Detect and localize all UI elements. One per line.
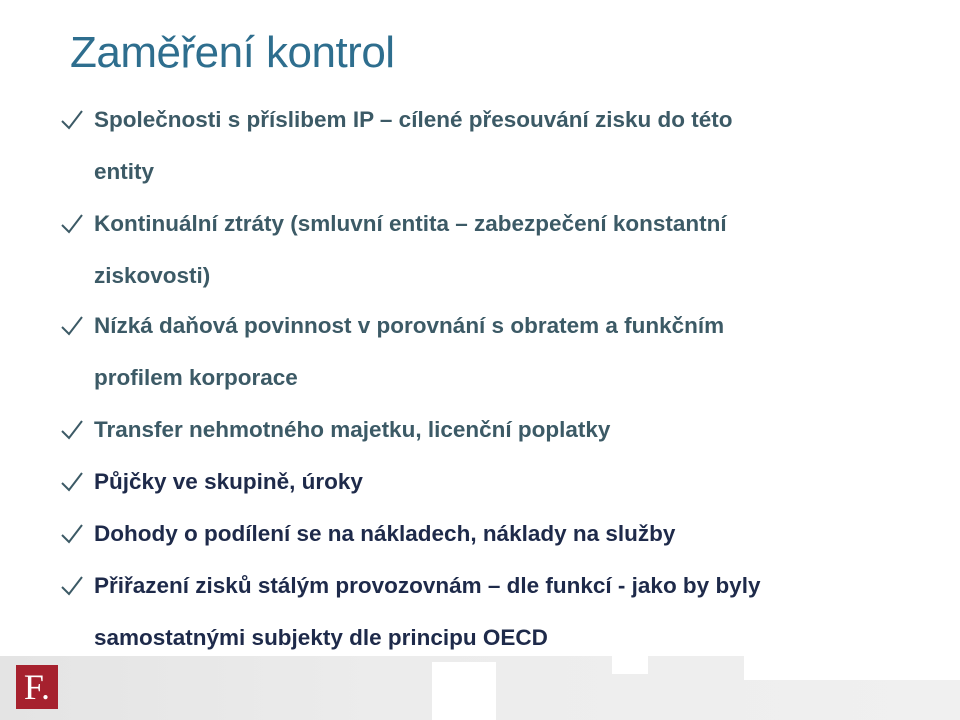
slide-title: Zaměření kontrol xyxy=(70,28,395,77)
footer-block xyxy=(432,662,496,720)
bullet-line: samostatnými subjekty dle principu OECD xyxy=(94,625,548,650)
bullet-line: ziskovosti) xyxy=(94,263,211,288)
bullet-line: Kontinuální ztráty (smluvní entita – zabezpečení konstantní xyxy=(94,211,727,236)
bullet-line: Společnosti s příslibem IP – cílené přesouvání zisku do této xyxy=(94,107,733,132)
check-icon xyxy=(60,213,84,235)
logo: F. xyxy=(16,665,58,709)
check-icon xyxy=(60,471,84,493)
footer xyxy=(0,650,960,720)
bullet-line: entity xyxy=(94,159,155,184)
check-icon xyxy=(60,419,84,441)
check-icon xyxy=(60,523,84,545)
footer-block xyxy=(612,650,648,674)
bullet-line: Půjčky ve skupině, úroky xyxy=(94,469,363,494)
bullet-line: profilem korporace xyxy=(94,365,298,390)
check-icon xyxy=(60,315,84,337)
bullet-line: Nízká daňová povinnost v porovnání s obratem a funkčním xyxy=(94,313,725,338)
check-icon xyxy=(60,109,84,131)
check-icon xyxy=(60,575,84,597)
footer-block xyxy=(744,652,960,680)
bullet-line: Dohody o podílení se na nákladech, náklady na služby xyxy=(94,521,676,546)
bullet-line: Transfer nehmotného majetku, licenční poplatky xyxy=(94,417,611,442)
bullet-line: Přiřazení zisků stálým provozovnám – dle funkcí - jako by byly xyxy=(94,573,761,598)
